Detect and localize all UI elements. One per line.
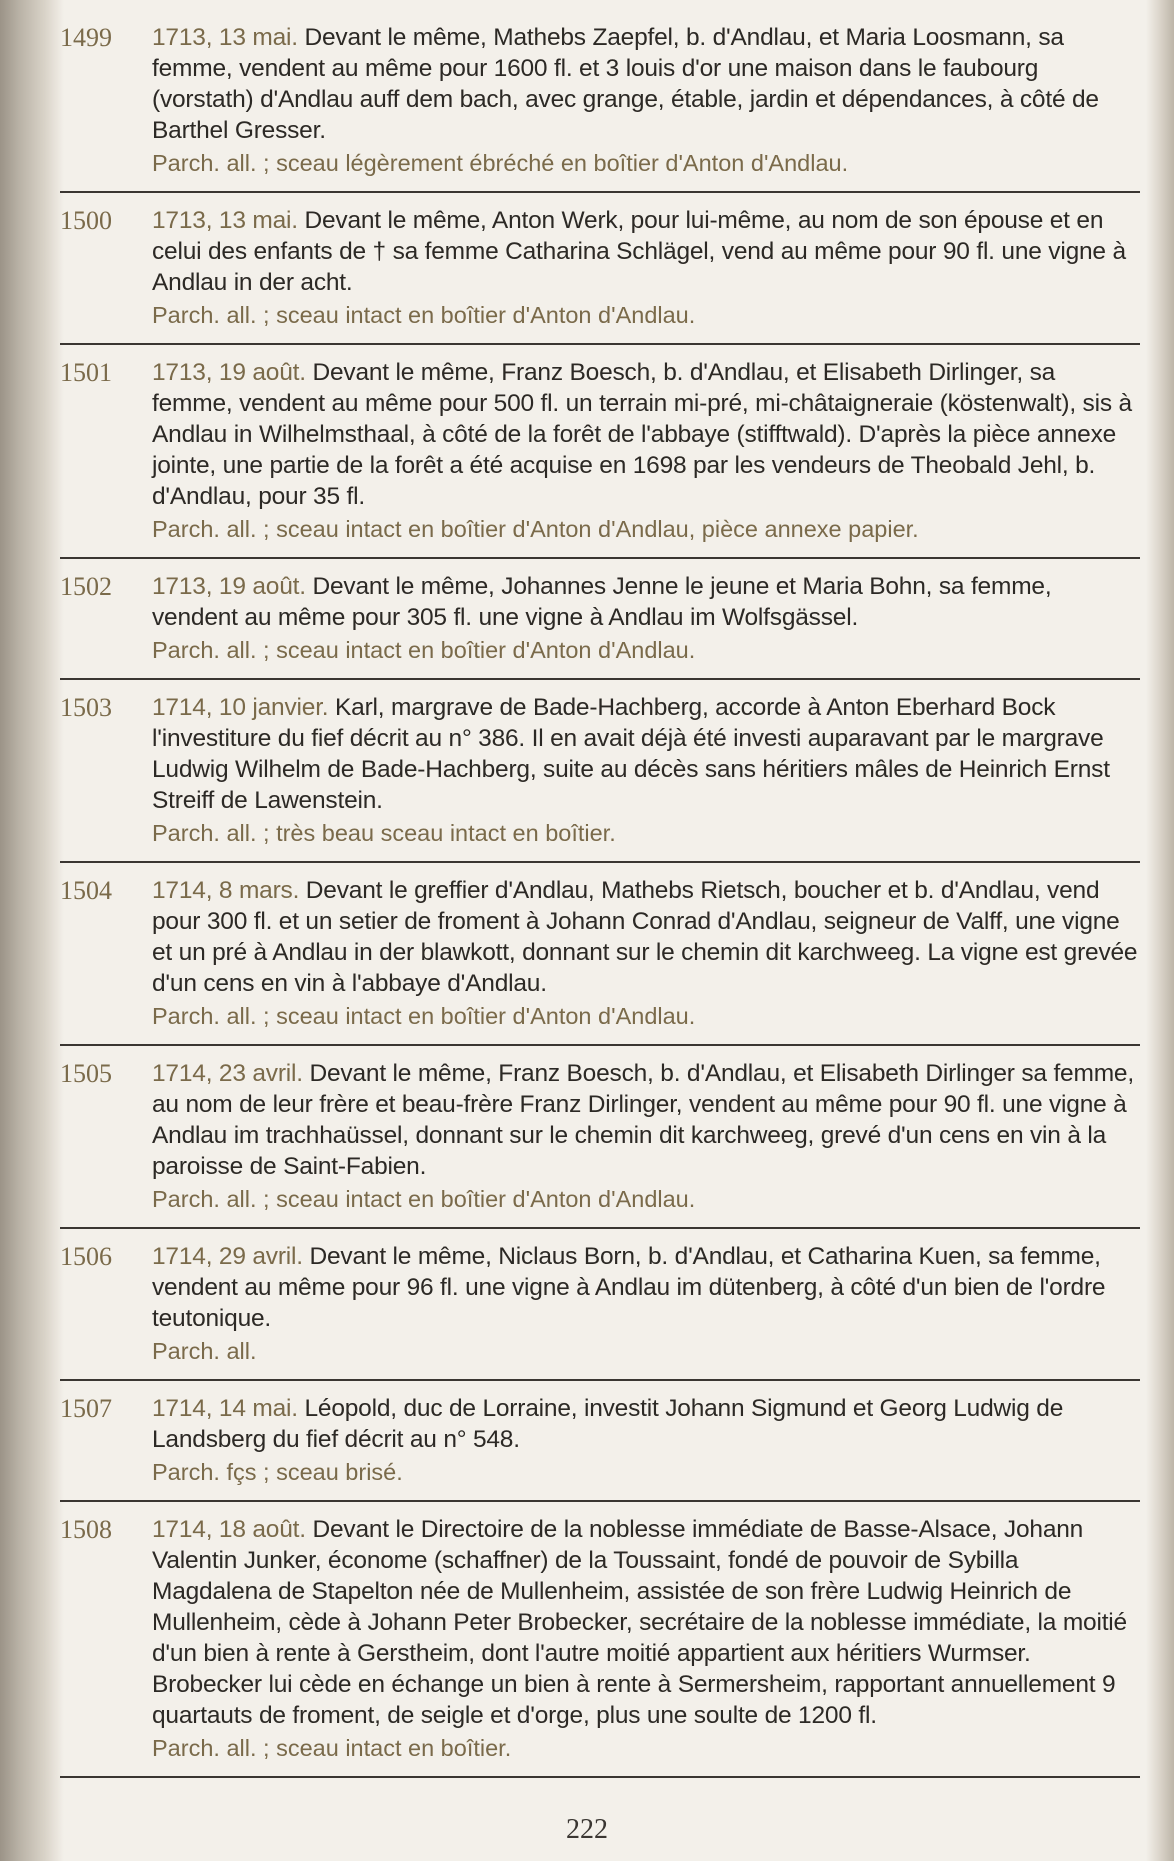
entry-reference: Parch. all. ; sceau légèrement ébréché en boîtier d'Anton d'Andlau. bbox=[152, 150, 849, 176]
entry-number: 1501 bbox=[60, 358, 112, 387]
entry-body bbox=[152, 692, 1140, 849]
entry-reference: Parch. all. ; sceau intact en boîtier d'Anton d'Andlau. bbox=[152, 302, 696, 328]
entry-text bbox=[152, 1393, 1140, 1455]
entry-reference: Parch. all. bbox=[152, 1338, 257, 1364]
catalog-entry bbox=[60, 1235, 1140, 1381]
entry-text bbox=[152, 22, 1140, 146]
page-edge-shadow bbox=[1146, 0, 1174, 1861]
entry-date: 1713, 19 août. bbox=[152, 359, 306, 386]
catalog-entry bbox=[60, 869, 1140, 1046]
entry-body bbox=[152, 22, 1140, 179]
entry-date: 1714, 14 mai. bbox=[152, 1395, 298, 1422]
entry-reference: Parch. fçs ; sceau brisé. bbox=[152, 1459, 403, 1485]
entry-description: Devant le même, Anton Werk, pour lui-même, au nom de son épouse et en celui des enfants de † sa femme Catharina Schlägel, vend au même pour 90 fl. une vigne à Andlau in der acht. bbox=[152, 207, 1126, 296]
entry-reference: Parch. all. ; sceau intact en boîtier d'Anton d'Andlau. bbox=[152, 1003, 696, 1029]
entry-text bbox=[152, 357, 1140, 512]
catalog-entry bbox=[60, 199, 1140, 345]
entry-description: Devant le même, Niclaus Born, b. d'Andlau, et Catharina Kuen, sa femme, vendent au même pour 96 fl. une vigne à Andlau im dütenberg, à côté d'un bien de l'ordre teutonique. bbox=[152, 1243, 1106, 1332]
entry-date: 1714, 29 avril. bbox=[152, 1243, 303, 1270]
entry-date: 1714, 8 mars. bbox=[152, 877, 300, 904]
entry-body bbox=[152, 571, 1140, 666]
entry-body bbox=[152, 1241, 1140, 1367]
entry-number: 1503 bbox=[60, 693, 112, 722]
entry-reference: Parch. all. ; sceau intact en boîtier d'Anton d'Andlau, pièce annexe papier. bbox=[152, 516, 919, 542]
entry-reference: Parch. all. ; sceau intact en boîtier. bbox=[152, 1735, 512, 1761]
book-gutter-shadow bbox=[0, 0, 64, 1861]
entry-body bbox=[152, 357, 1140, 545]
entry-number: 1508 bbox=[60, 1515, 112, 1544]
entry-date: 1714, 23 avril. bbox=[152, 1060, 303, 1087]
page-number: 222 bbox=[566, 1814, 608, 1845]
catalog-entry bbox=[60, 686, 1140, 863]
entry-reference: Parch. all. ; très beau sceau intact en boîtier. bbox=[152, 820, 616, 846]
entry-text bbox=[152, 1058, 1140, 1182]
entry-body bbox=[152, 1058, 1140, 1215]
catalog-entry bbox=[60, 1387, 1140, 1502]
entry-number: 1506 bbox=[60, 1242, 112, 1271]
entry-body bbox=[152, 1393, 1140, 1488]
entry-text bbox=[152, 875, 1140, 999]
entry-text bbox=[152, 692, 1140, 816]
entry-description: Devant le même, Franz Boesch, b. d'Andlau, et Elisabeth Dirlinger sa femme, au nom de leur frère et beau-frère Franz Dirlinger, vendent au même pour 90 fl. une vigne à Andlau im trachhaüssel, donnant sur le chemin dit karchweeg, grevé d'un cens en vin à la paroisse de Saint-Fabien. bbox=[152, 1060, 1134, 1180]
entry-reference: Parch. all. ; sceau intact en boîtier d'Anton d'Andlau. bbox=[152, 1186, 696, 1212]
catalog-entry bbox=[60, 351, 1140, 559]
entry-number: 1499 bbox=[60, 23, 112, 52]
entry-body bbox=[152, 1514, 1140, 1764]
entry-description: Devant le même, Johannes Jenne le jeune et Maria Bohn, sa femme, vendent au même pour 305 fl. une vigne à Andlau im Wolfsgässel. bbox=[152, 573, 1052, 631]
entry-date: 1713, 13 mai. bbox=[152, 24, 298, 51]
entry-number: 1507 bbox=[60, 1394, 112, 1423]
entry-body bbox=[152, 205, 1140, 331]
catalog-page bbox=[60, 16, 1140, 1784]
catalog-entry bbox=[60, 16, 1140, 193]
entry-description: Léopold, duc de Lorraine, investit Johann Sigmund et Georg Ludwig de Landsberg du fief décrit au n° 548. bbox=[152, 1395, 1064, 1453]
entry-number: 1505 bbox=[60, 1059, 112, 1088]
entry-number: 1504 bbox=[60, 876, 112, 905]
entry-number: 1500 bbox=[60, 206, 112, 235]
entry-date: 1713, 13 mai. bbox=[152, 207, 298, 234]
entry-text bbox=[152, 205, 1140, 298]
entry-number: 1502 bbox=[60, 572, 112, 601]
entry-description: Devant le même, Mathebs Zaepfel, b. d'Andlau, et Maria Loosmann, sa femme, vendent au même pour 1600 fl. et 3 louis d'or une maison dans le faubourg (vorstath) d'Andlau auff dem bach, avec grange, étable, jardin et dépendances, à côté de Barthel Gresser. bbox=[152, 24, 1099, 144]
entry-text bbox=[152, 1241, 1140, 1334]
entry-date: 1714, 18 août. bbox=[152, 1516, 306, 1543]
entry-text bbox=[152, 1514, 1140, 1731]
entry-description: Devant le Directoire de la noblesse immédiate de Basse-Alsace, Johann Valentin Junker, économe (schaffner) de la Toussaint, fondé de pouvoir de Sybilla Magdalena de Stapelton née de Mullenheim, assistée de son frère Ludwig Heinrich de Mullenheim, cède à Johann Peter Brobecker, secrétaire de la noblesse immédiate, la moitié d'un bien à rente à Gerstheim, dont l'autre moitié appartient aux héritiers Wurmser. Brobecker lui cède en échange un bien à rente à Sermersheim, rapportant annuellement 9 quartauts de froment, de seigle et d'orge, plus une soulte de 1200 fl. bbox=[152, 1516, 1127, 1729]
catalog-entry bbox=[60, 1508, 1140, 1778]
entry-body bbox=[152, 875, 1140, 1032]
catalog-entry bbox=[60, 565, 1140, 680]
entry-date: 1714, 10 janvier. bbox=[152, 694, 329, 721]
entry-text bbox=[152, 571, 1140, 633]
entry-description: Devant le greffier d'Andlau, Mathebs Rietsch, boucher et b. d'Andlau, vend pour 300 fl. et un setier de froment à Johann Conrad d'Andlau, seigneur de Valff, une vigne et un pré à Andlau in der blawkott, donnant sur le chemin dit karchweeg. La vigne est grevée d'un cens en vin à l'abbaye d'Andlau. bbox=[152, 877, 1138, 997]
entry-description: Karl, margrave de Bade-Hachberg, accorde à Anton Eberhard Bock l'investiture du fief décrit au n° 386. Il en avait déjà été investi auparavant par le margrave Ludwig Wilhelm de Bade-Hachberg, suite au décès sans héritiers mâles de Heinrich Ernst Streiff de Lawenstein. bbox=[152, 694, 1110, 814]
entry-description: Devant le même, Franz Boesch, b. d'Andlau, et Elisabeth Dirlinger, sa femme, vendent au même pour 500 fl. un terrain mi-pré, mi-châtaigneraie (köstenwalt), sis à Andlau in Wilhelmsthaal, à côté de la forêt de l'abbaye (stifftwald). D'après la pièce annexe jointe, une partie de la forêt a été acquise en 1698 par les vendeurs de Theobald Jehl, b. d'Andlau, pour 35 fl. bbox=[152, 359, 1132, 510]
entry-reference: Parch. all. ; sceau intact en boîtier d'Anton d'Andlau. bbox=[152, 637, 696, 663]
entry-date: 1713, 19 août. bbox=[152, 573, 306, 600]
catalog-entry bbox=[60, 1052, 1140, 1229]
